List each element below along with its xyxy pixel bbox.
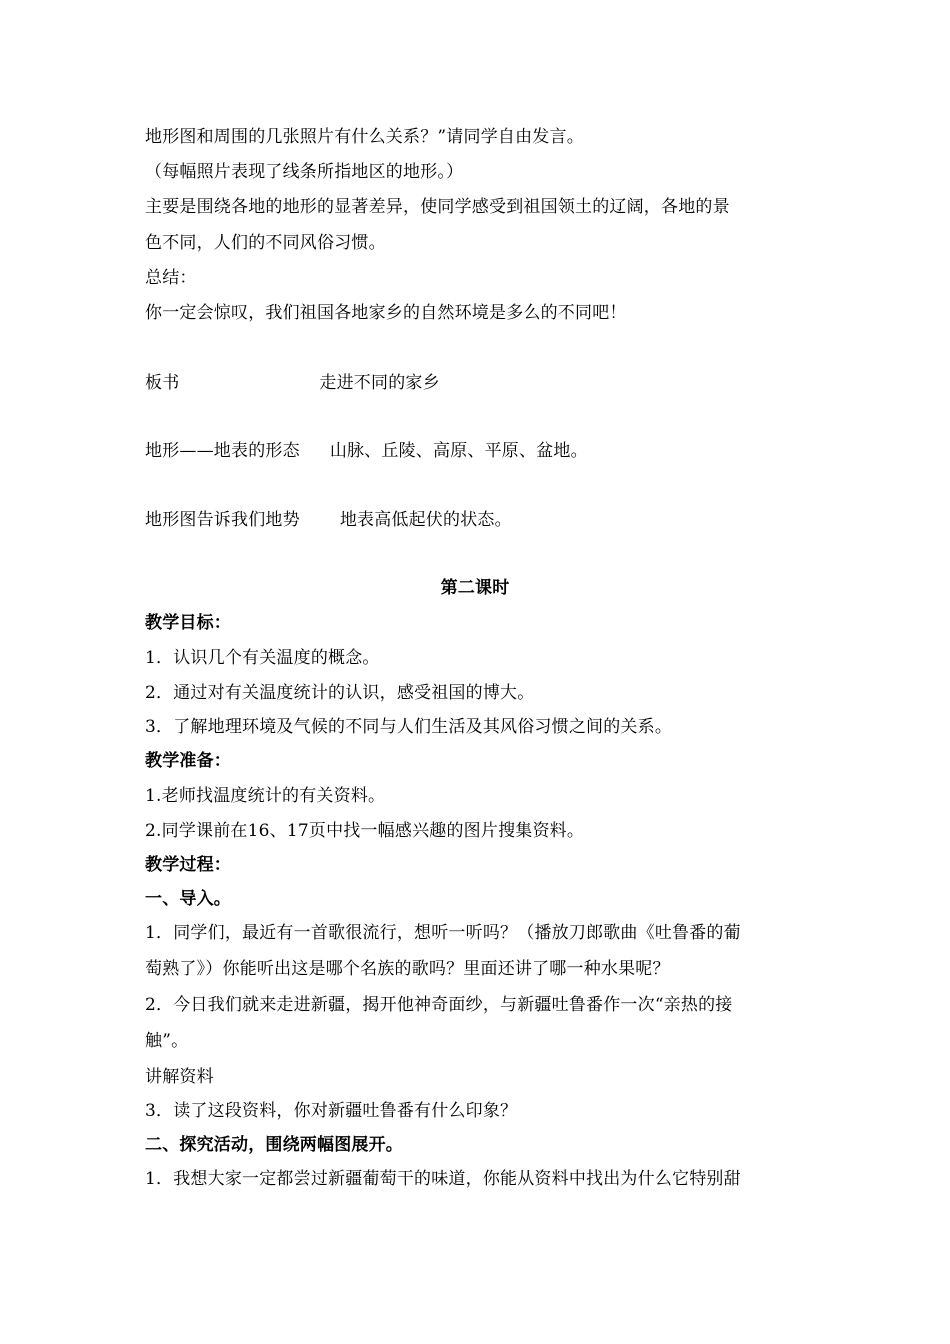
paragraph-line: 你一定会惊叹，我们祖国各地家乡的自然环境是多么的不同吧！ [145,303,627,323]
paragraph-line: 触”。 [145,1031,189,1051]
board-row-relief [145,509,512,531]
prep-heading: 教学准备： [145,751,231,771]
paragraph-line: 色不同，人们的不同风俗习惯。 [145,233,386,253]
lesson-title: 第二课时 [440,578,510,598]
process-heading: 教学过程： [145,855,231,875]
summary-label: 总结： [145,268,197,288]
paragraph-line: 1．同学们，最近有一首歌很流行，想听一听吗？（播放刀郎歌曲《吐鲁番的葡 [145,923,741,943]
board-row2-right: 地表高低起伏的状态。 [339,510,512,530]
board-row-terrain [145,440,588,462]
paragraph-line: 3．读了这段资料，你对新疆吐鲁番有什么印象？ [145,1101,518,1121]
board-label: 板书 [145,373,180,393]
prep-item: 2.同学课前在16、17页中找一幅感兴趣的图片搜集资料。 [145,821,585,841]
goal-item: 2．通过对有关温度统计的认识，感受祖国的博大。 [145,683,535,703]
paragraph-line: 2．今日我们就来走进新疆，揭开他神奇面纱，与新疆吐鲁番作一次“亲热的接 [145,995,733,1015]
board-row1-right: 山脉、丘陵、高原、平原、盆地。 [329,441,588,461]
goal-item: 1．认识几个有关温度的概念。 [145,648,380,668]
paragraph-line: 1．我想大家一定都尝过新疆葡萄干的味道，你能从资料中找出为什么它特别甜 [145,1169,741,1189]
goals-heading: 教学目标： [145,613,231,633]
board-title: 走进不同的家乡 [319,373,440,393]
paragraph-line: 萄熟了》）你能听出这是哪个名族的歌吗？里面还讲了哪一种水果呢？ [145,959,670,979]
paragraph-line: 主要是围绕各地的地形的显著差异，使同学感受到祖国领土的辽阔，各地的景 [145,197,730,217]
board-row-title [145,372,440,394]
paragraph-line: 地形图和周围的几张照片有什么关系？”请同学自由发言。 [145,127,584,147]
board-row2-left: 地形图告诉我们地势 [145,510,300,530]
prep-item: 1.老师找温度统计的有关资料。 [145,786,386,806]
board-row1-left: 地形——地表的形态 [145,441,300,461]
section-heading: 一、导入。 [145,889,231,909]
section-heading: 二、探究活动，围绕两幅图展开。 [145,1135,403,1155]
goal-item: 3．了解地理环境及气候的不同与人们生活及其风俗习惯之间的关系。 [145,717,673,737]
note-line: 讲解资料 [145,1067,214,1087]
paragraph-line: （每幅照片表现了线条所指地区的地形。） [145,162,464,182]
